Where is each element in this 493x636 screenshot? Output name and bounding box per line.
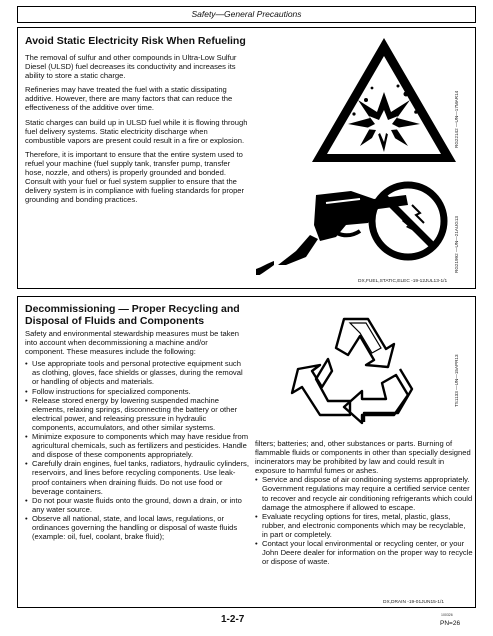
section-body-left (25, 329, 249, 541)
figure-id: RG22142 —UN—17MAR14 (454, 90, 459, 148)
list-item: • Observe all national, state, and local laws, regulations, or ordinances governing the handling or disposal of waste fluids (example: oil, fuel, coolant, brake fluid); (25, 514, 249, 541)
paragraph: Static charges can build up in ULSD fuel while it is flowing through fuel delivery systems. Static electricity discharge when combustible vapors are present could result in a fire or explosion. (25, 117, 248, 145)
page-header (17, 6, 476, 23)
paragraph: Therefore, it is important to ensure that the entire system used to refuel your machine (fuel supply tank, transfer pump, transfer hose, nozzle, and others) is properly grounded and bonded. Consult with your fuel or fuel system supplier to ensure that the delivery system is in compliance with fueling standards for proper grounding and bonding practices. (25, 149, 245, 205)
figure-id: RG21992 —UN—21AUG13 (454, 216, 459, 273)
list-item: • Carefully drain engines, fuel tanks, radiators, hydraulic cylinders, reservoirs, and lines before recycling components. Use leak-proof containers when draining fluids. Do not use food or beverage containers. (25, 459, 249, 495)
no-static-fuel-nozzle-icon (256, 165, 456, 275)
static-electricity-section (17, 27, 476, 289)
section-title: Decommissioning — Proper Recycling and Disposal of Fluids and Components (25, 303, 240, 327)
section-body-right (255, 439, 473, 566)
figure-id: TS1133 —UN—15APR13 (454, 354, 459, 407)
paragraph: Refineries may have treated the fuel with a static dissipating additive. However, there are many factors that can reduce the effectiveness of the additive over time. (25, 85, 233, 113)
list-item: • Minimize exposure to components which may have residue from agricultural chemicals, such as fertilizers and pesticides. Handle and dispose of these components appropriately. (25, 432, 249, 459)
section-title: Avoid Static Electricity Risk When Refueling (25, 35, 246, 47)
list-item: • Follow instructions for specialized components. (25, 387, 249, 396)
section-body (25, 53, 249, 209)
page-number: 1-2-7 (221, 614, 245, 625)
paragraph: The removal of sulfur and other compounds in Ultra-Low Sulfur Diesel (ULSD) fuel decreases its conductivity and increases its ability to store a static charge. (25, 53, 237, 81)
bullet-list (255, 475, 473, 566)
list-item: • Release stored energy by lowering suspended machine elements, relaxing springs, disconnecting the battery or other electrical power, and releasing pressure in hydraulic components, accumulators, and other similar systems. (25, 396, 249, 432)
list-item: • Use appropriate tools and personal protective equipment such as clothing, gloves, face shields or glasses, during the removal or handling of objects and materials. (25, 359, 249, 386)
list-item: • Do not pour waste fluids onto the ground, down a drain, or into any water source. (25, 496, 249, 514)
list-item: • Service and dispose of air conditioning systems appropriately. Government regulations may require a certified service center to recover and recycle air conditioning refrigerants which could damage the atmosphere if allowed to escape. (255, 475, 473, 511)
explosion-warning-icon (308, 34, 460, 169)
decommissioning-section (17, 296, 476, 608)
header-title: Safety—General Precautions (191, 9, 302, 19)
continuation-text: filters; batteries; and, other substances or parts. Burning of flammable fluids or components in other than specially designed incinerators may be prohibited by law and could result in exposure to harmful fumes or ashes. (255, 439, 471, 476)
list-item: • Evaluate recycling options for tires, metal, plastic, glass, rubber, and electronic components which may be recyclable, in part or completely. (255, 512, 473, 539)
recycle-icon (288, 305, 428, 427)
intro-paragraph: Safety and environmental stewardship measures must be taken into account when decommissioning a machine and/or component. These measures include the following: (25, 329, 240, 357)
pn-number: PN=26 (440, 620, 461, 627)
bullet-list (25, 359, 249, 541)
reference-code: DX,FUEL,STATIC,ELEC -19-12JUL13-1/1 (358, 279, 448, 284)
print-code: 100326 (441, 613, 453, 617)
list-item: • Contact your local environmental or recycling center, or your John Deere dealer for information on the proper way to recycle or dispose of waste. (255, 539, 473, 566)
reference-code: DX,DRAIN -19-01JUN15-1/1 (383, 600, 445, 605)
